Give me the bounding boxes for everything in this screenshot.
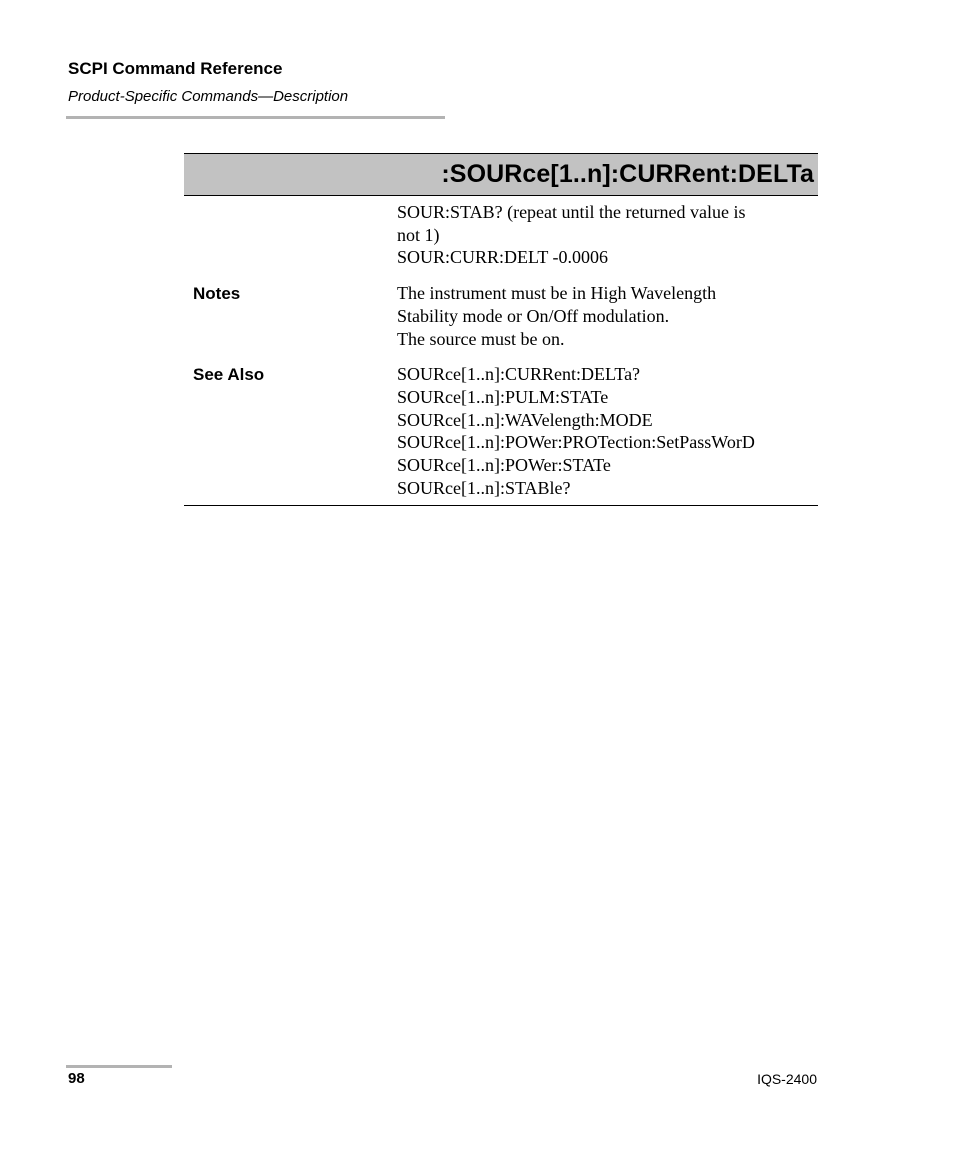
example-row bbox=[184, 196, 818, 269]
notes-line: The instrument must be in High Wavelength bbox=[397, 283, 717, 304]
page-number: 98 bbox=[68, 1070, 85, 1087]
notes-content bbox=[397, 282, 818, 350]
see-also-row bbox=[184, 363, 818, 499]
see-also-item: SOURce[1..n]:PULM:STATe bbox=[397, 386, 609, 407]
example-line: SOUR:CURR:DELT -0.0006 bbox=[397, 247, 609, 268]
section-title: SCPI Command Reference bbox=[68, 59, 283, 78]
see-also-item: SOURce[1..n]:STABle? bbox=[397, 477, 571, 498]
running-header bbox=[68, 58, 448, 107]
section-subtitle: Product-Specific Commands—Description bbox=[68, 88, 349, 105]
footer-divider bbox=[66, 1065, 172, 1068]
header-divider bbox=[66, 116, 445, 119]
see-also-content bbox=[397, 363, 818, 499]
command-rows bbox=[184, 196, 818, 506]
example-line: not 1) bbox=[397, 224, 440, 245]
example-content bbox=[397, 201, 818, 269]
notes-row bbox=[184, 282, 818, 350]
notes-line: The source must be on. bbox=[397, 328, 565, 349]
see-also-item: SOURce[1..n]:POWer:STATe bbox=[397, 455, 611, 476]
notes-line: Stability mode or On/Off modulation. bbox=[397, 305, 670, 326]
command-table bbox=[184, 153, 818, 506]
see-also-item: SOURce[1..n]:POWer:PROTection:SetPassWorD bbox=[397, 432, 755, 453]
example-label bbox=[184, 201, 397, 269]
see-also-label: See Also bbox=[193, 365, 265, 385]
example-line: SOUR:STAB? (repeat until the returned value is bbox=[397, 202, 746, 222]
see-also-item: SOURce[1..n]:CURRent:DELTa? bbox=[397, 364, 641, 385]
product-name: IQS-2400 bbox=[757, 1071, 817, 1087]
see-also-item: SOURce[1..n]:WAVelength:MODE bbox=[397, 409, 653, 430]
command-title-bar bbox=[184, 153, 818, 196]
command-name: :SOURce[1..n]:CURRent:DELTa bbox=[441, 160, 814, 188]
notes-label: Notes bbox=[193, 284, 241, 304]
